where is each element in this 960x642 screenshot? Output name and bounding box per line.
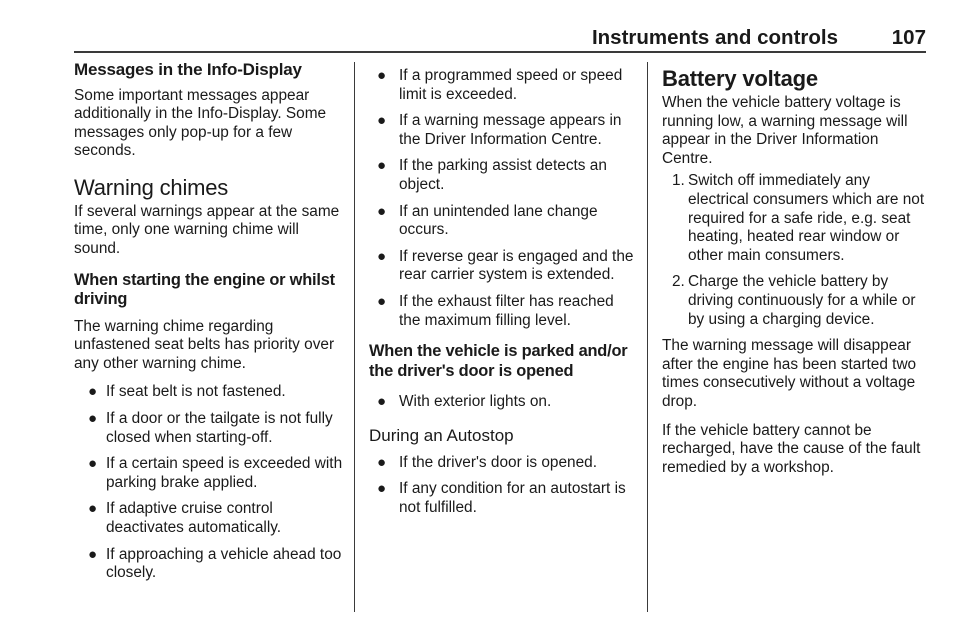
list-item: ● If the parking assist detects an object. xyxy=(377,157,607,193)
bullet-icon: ● xyxy=(377,453,387,471)
list-item: ● If adaptive cruise control deactivates automatically. xyxy=(88,500,282,536)
heading-warning-chimes: Warning chimes xyxy=(74,174,229,200)
heading-autostop: During an Autostop xyxy=(369,425,514,445)
bullet-icon: ● xyxy=(88,500,98,518)
heading-starting-engine: When starting the engine or whilst driving xyxy=(74,270,335,309)
list-item: ● If a programmed speed or speed limit is exceeded. xyxy=(377,67,623,103)
bullet-icon: ● xyxy=(88,455,98,473)
list-item: ● If seat belt is not fastened. xyxy=(88,383,286,401)
heading-info-display: Messages in the Info-Display xyxy=(74,60,302,79)
para-info-display: Some important messages appear additionally in the Info-Display. Some messages only pop-up for a few seconds. xyxy=(74,86,327,160)
header-rule xyxy=(74,51,926,53)
page-header xyxy=(74,27,926,49)
list-item: 2. Charge the vehicle battery by driving continuously for a while or by using a charging device. xyxy=(672,273,916,328)
bullet-icon: ● xyxy=(88,383,98,401)
bullet-icon: ● xyxy=(377,112,387,130)
list-item: ● If any condition for an autostart is not fulfilled. xyxy=(377,480,626,516)
column-3 xyxy=(662,66,928,487)
list-item: ● If a warning message appears in the Driver Information Centre. xyxy=(377,112,622,148)
para-seat-belts: The warning chime regarding unfastened seat belts has priority over any other warning chime. xyxy=(74,317,335,372)
para-message-disappear: The warning message will disappear after the engine has been started two times consecutively without a voltage drop. xyxy=(662,337,917,410)
bullet-list-starting xyxy=(74,383,348,582)
step-number: 2. xyxy=(672,273,685,291)
para-recharge: If the vehicle battery cannot be recharged, have the cause of the fault remedied by a workshop. xyxy=(662,421,921,476)
bullet-icon: ● xyxy=(377,247,387,265)
list-item: ● If the driver's door is opened. xyxy=(377,453,597,471)
bullet-list-autostop xyxy=(369,454,635,518)
column-divider-1 xyxy=(354,62,355,612)
list-item: ● If an unintended lane change occurs. xyxy=(377,202,598,239)
list-item: 1. Switch off immediately any electrical consumers which are not required for a safe ride, e.g. seat heating, heated rear window or other main consumers. xyxy=(672,172,925,264)
step-number: 1. xyxy=(672,172,685,190)
heading-battery-voltage: Battery voltage xyxy=(662,66,818,91)
bullet-icon: ● xyxy=(377,67,387,84)
para-battery-low: When the vehicle battery voltage is running low, a warning message will appear in the Driver Information Centre. xyxy=(662,94,908,167)
bullet-icon: ● xyxy=(88,410,98,428)
list-item: ● If approaching a vehicle ahead too closely. xyxy=(88,545,342,582)
bullet-icon: ● xyxy=(88,545,98,563)
list-item: ● If a certain speed is exceeded with parking brake applied. xyxy=(88,455,343,491)
bullet-icon: ● xyxy=(377,393,387,411)
steps-list xyxy=(662,172,928,329)
bullet-list-continued xyxy=(369,67,635,330)
page-number: 107 xyxy=(891,26,926,49)
bullet-icon: ● xyxy=(377,202,387,220)
list-item: ● If reverse gear is engaged and the rear carrier system is extended. xyxy=(377,247,634,284)
page-title: Instruments and controls xyxy=(591,26,838,49)
bullet-icon: ● xyxy=(377,292,387,310)
column-2 xyxy=(369,67,635,526)
bullet-icon: ● xyxy=(377,480,387,498)
heading-vehicle-parked: When the vehicle is parked and/or the driver's door is opened xyxy=(369,342,628,380)
bullet-list-parked xyxy=(369,393,635,412)
bullet-icon: ● xyxy=(377,157,387,175)
list-item: ● If a door or the tailgate is not fully closed when starting-off. xyxy=(88,410,333,446)
column-divider-2 xyxy=(647,62,648,612)
para-warning-chimes: If several warnings appear at the same time, only one warning chime will sound. xyxy=(74,202,340,258)
list-item: ● With exterior lights on. xyxy=(377,393,552,411)
list-item: ● If the exhaust filter has reached the maximum filling level. xyxy=(377,292,614,329)
column-1 xyxy=(74,60,348,591)
